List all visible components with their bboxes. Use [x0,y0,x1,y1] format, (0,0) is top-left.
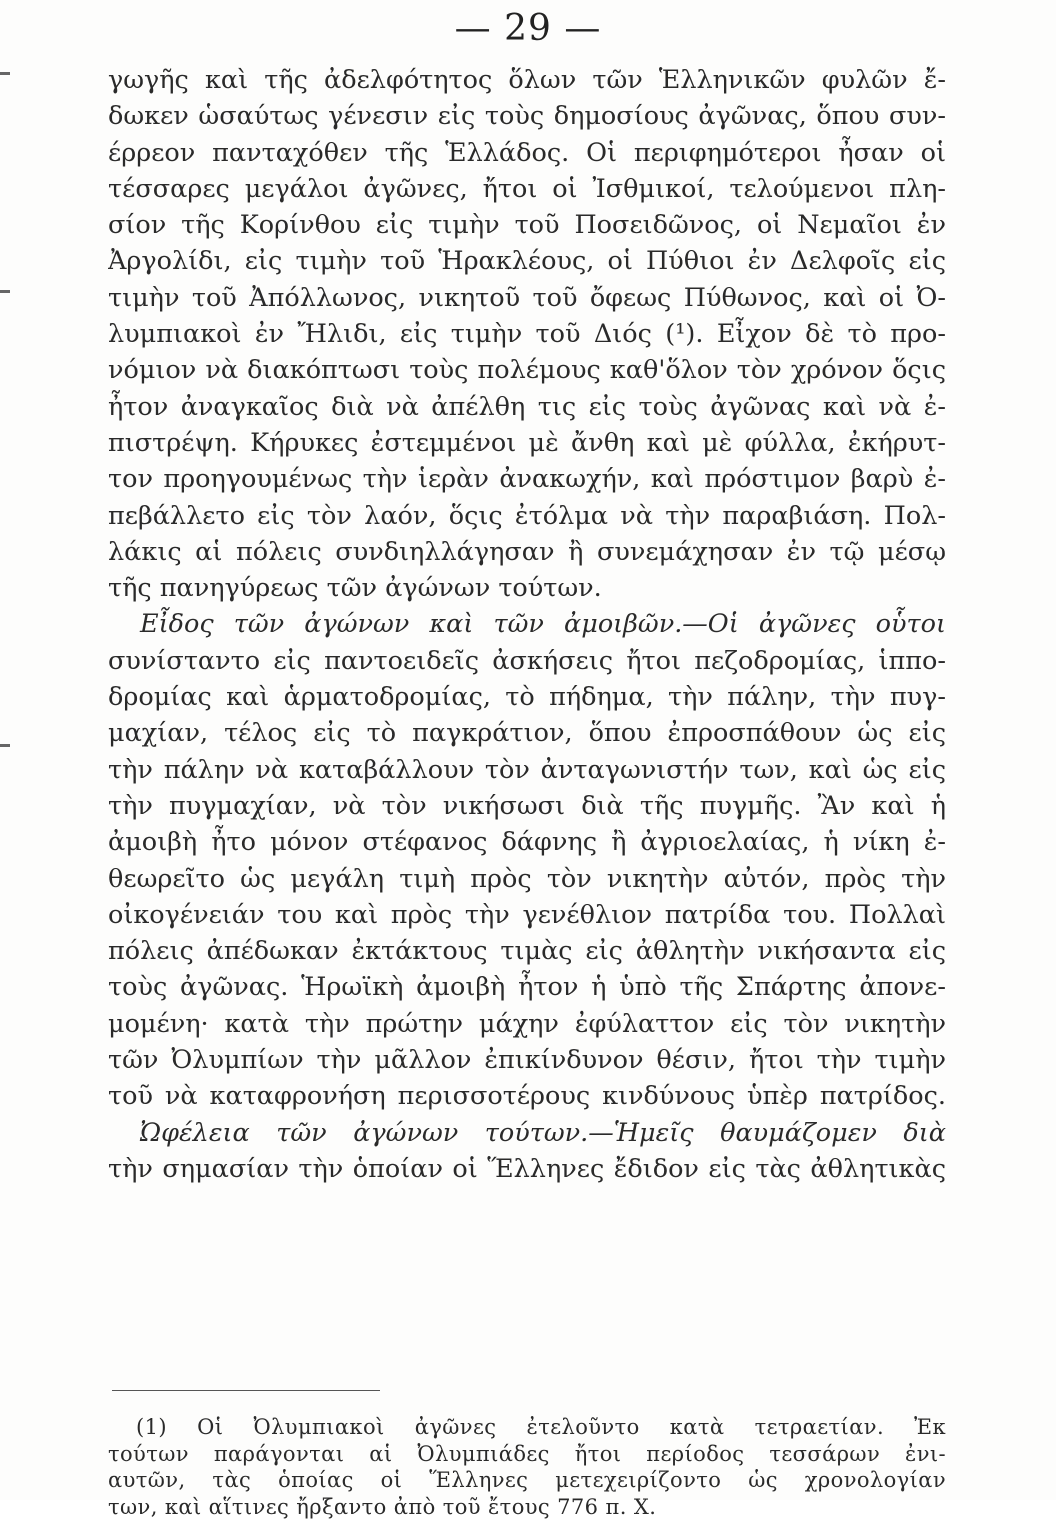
text-line: τῆς πανηγύρεως τῶν ἀγώνων τούτων. [108,570,946,606]
text-line: δωκεν ὡσαύτως γένεσιν εἰς τοὺς δημοσίους ἀγῶνας, ὅπου συν- [108,98,946,134]
text-line: τον προηγουμένως τὴν ἱερὰν ἀνακωχήν, καὶ πρόστιμον βαρὺ ἐ- [108,461,946,497]
page-number: — 29 — [0,8,1056,49]
text-line: ἦτον ἀναγκαῖος διὰ νὰ ἀπέλθη τις εἰς τοὺς ἀγῶνας καὶ νὰ ἐ- [108,389,946,425]
margin-mark [0,290,10,293]
text-line: τῶν Ὀλυμπίων τὴν μᾶλλον ἐπικίνδυνον θέσιν, ἤτοι τὴν τιμὴν [108,1042,946,1078]
footnote [108,1414,946,1520]
footnote-line: τούτων παράγονται αἱ Ὀλυμπιάδες ἤτοι περίοδος τεσσάρων ἐνι- [108,1441,946,1468]
text-line: τέσσαρες μεγάλοι ἀγῶνες, ἤτοι οἱ Ἰσθμικοί, τελούμενοι πλη- [108,171,946,207]
text-line: μαχίαν, τέλος εἰς τὸ παγκράτιον, ὅπου ἐπροσπάθουν ὡς εἰς [108,715,946,751]
section-heading-line: Εἶδος τῶν ἀγώνων καὶ τῶν ἀμοιβῶν.—Οἱ ἀγῶνες οὗτοι [108,606,946,642]
text-line: τὴν πάλην νὰ καταβάλλουν τὸν ἀνταγωνιστήν των, καὶ ὡς εἰς [108,752,946,788]
text-line: τὴν σημασίαν τὴν ὁποίαν οἱ Ἕλληνες ἔδιδον εἰς τὰς ἀθλητικὰς [108,1151,946,1187]
footnote-line: (1) Οἱ Ὀλυμπιακοὶ ἀγῶνες ἐτελοῦντο κατὰ τετραετίαν. Ἐκ [108,1414,946,1441]
text-line: σίον τῆς Κορίνθου εἰς τιμὴν τοῦ Ποσειδῶνος, οἱ Νεμαῖοι ἐν [108,207,946,243]
text-line: γωγῆς καὶ τῆς ἀδελφότητος ὅλων τῶν Ἑλληνικῶν φυλῶν ἔ- [108,62,946,98]
text-line: τὴν πυγμαχίαν, νὰ τὸν νικήσωσι διὰ τῆς πυγμῆς. Ἂν καὶ ἡ [108,788,946,824]
text-line: έρρεον πανταχόθεν τῆς Ἑλλάδος. Οἱ περιφημότεροι ἦσαν οἱ [108,135,946,171]
text-line: οἰκογένειάν του καὶ πρὸς τὴν γενέθλιον πατρίδα του. Πολλαὶ [108,897,946,933]
text-line: Ἀργολίδι, εἰς τιμὴν τοῦ Ἡρακλέους, οἱ Πύθιοι ἐν Δελφοῖς εἰς [108,243,946,279]
text-line: θεωρεῖτο ὡς μεγάλη τιμὴ πρὸς τὸν νικητὴν αὐτόν, πρὸς τὴν [108,861,946,897]
text-line: πόλεις ἀπέδωκαν ἐκτάκτους τιμὰς εἰς ἀθλητὴν νικήσαντα εἰς [108,933,946,969]
body-text [108,62,946,1187]
margin-mark [0,744,10,747]
text-line: λάκις αἱ πόλεις συνδιηλλάγησαν ἢ συνεμάχησαν ἐν τῷ μέσῳ [108,534,946,570]
footnote-line: των, καὶ αἵτινες ἤρξαντο ἀπὸ τοῦ ἔτους 776 π. Χ. [108,1494,946,1520]
text-line: ἀμοιβὴ ἦτο μόνον στέφανος δάφνης ἢ ἀγριοελαίας, ἡ νίκη ἐ- [108,824,946,860]
text-line: λυμπιακοὶ ἐν Ἤλιδι, εἰς τιμὴν τοῦ Διός (¹). Εἶχον δὲ τὸ προ- [108,316,946,352]
text-line: πεβάλλετο εἰς τὸν λαόν, ὅςις ἐτόλμα νὰ τὴν παραβιάση. Πολ- [108,498,946,534]
text-line: τοῦ νὰ καταφρονήση περισσοτέρους κινδύνους ὑπὲρ πατρίδος. [108,1078,946,1114]
text-line: συνίσταντο εἰς παντοειδεῖς ἀσκήσεις ἤτοι πεζοδρομίας, ἱππο- [108,643,946,679]
footnote-divider [112,1390,380,1391]
text-line: τοὺς ἀγῶνας. Ἡρωϊκὴ ἀμοιβὴ ἦτον ἡ ὑπὸ τῆς Σπάρτης ἀπονε- [108,969,946,1005]
margin-mark [0,72,10,75]
footnote-line: αυτῶν, τὰς ὁποίας οἱ Ἕλληνες μετεχειρίζοντο ὡς χρονολογίαν [108,1467,946,1494]
text-line: μομένη· κατὰ τὴν πρώτην μάχην ἐφύλαττον εἰς τὸν νικητὴν [108,1006,946,1042]
text-line: τιμὴν τοῦ Ἀπόλλωνος, νικητοῦ τοῦ ὄφεως Πύθωνος, καὶ οἱ Ὀ- [108,280,946,316]
text-line: νόμιον νὰ διακόπτωσι τοὺς πολέμους καθ'ὅλον τὸν χρόνον ὅςις [108,352,946,388]
text-line: πιστρέψη. Κήρυκες ἐστεμμένοι μὲ ἄνθη καὶ μὲ φύλλα, ἐκήρυτ- [108,425,946,461]
text-line: δρομίας καὶ ἁρματοδρομίας, τὸ πήδημα, τὴν πάλην, τὴν πυγ- [108,679,946,715]
section-heading-line: Ὠφέλεια τῶν ἀγώνων τούτων.—Ἡμεῖς θαυμάζομεν διὰ [108,1115,946,1151]
